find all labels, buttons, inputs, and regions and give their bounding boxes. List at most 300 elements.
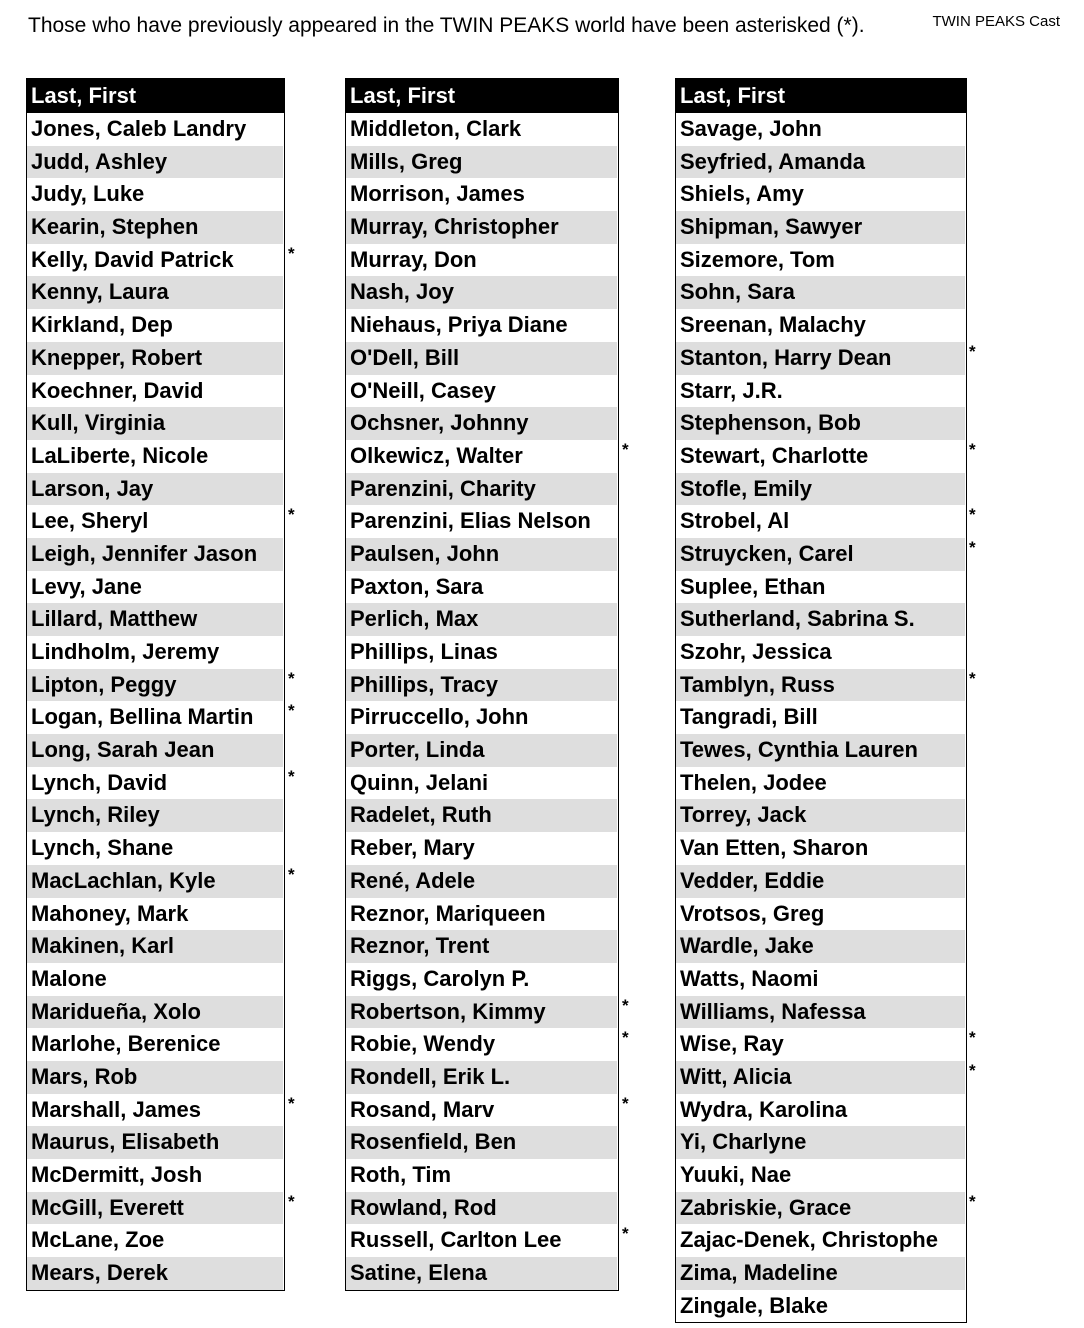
cast-name: Tamblyn, Russ (676, 669, 965, 702)
asterisk-mark (288, 472, 295, 505)
cast-name: Mahoney, Mark (27, 898, 283, 931)
cast-row (346, 211, 618, 244)
cast-name: Kelly, David Patrick (27, 244, 283, 277)
asterisk-mark: * (969, 1060, 976, 1080)
cast-row (346, 571, 618, 604)
cast-name: Reznor, Mariqueen (346, 898, 617, 931)
cast-name: Quinn, Jelani (346, 767, 617, 800)
cast-row (27, 473, 284, 506)
asterisk-mark (969, 177, 976, 210)
cast-row (27, 799, 284, 832)
asterisk-mark (288, 1223, 295, 1256)
asterisk-mark (969, 308, 976, 341)
cast-column-2 (345, 78, 619, 1291)
asterisk-mark (288, 308, 295, 341)
cast-name: Reber, Mary (346, 832, 617, 865)
cast-name: Kenny, Laura (27, 276, 283, 309)
cast-row (676, 178, 966, 211)
cast-row (27, 930, 284, 963)
cast-name: Tewes, Cynthia Lauren (676, 734, 965, 767)
asterisk-mark (622, 602, 629, 635)
cast-row (27, 603, 284, 636)
asterisk-mark (288, 1125, 295, 1158)
cast-row (27, 1126, 284, 1159)
cast-name: Phillips, Linas (346, 636, 617, 669)
cast-row (676, 407, 966, 440)
asterisk-mark (288, 112, 295, 145)
cast-name: Murray, Christopher (346, 211, 617, 244)
cast-name: Levy, Jane (27, 571, 283, 604)
cast-name: Murray, Don (346, 244, 617, 277)
cast-row (27, 211, 284, 244)
cast-row (346, 1028, 618, 1061)
cast-row (676, 799, 966, 832)
cast-row (27, 571, 284, 604)
cast-row (346, 276, 618, 309)
asterisk-mark (288, 831, 295, 864)
cast-row (346, 1126, 618, 1159)
asterisk-mark (288, 635, 295, 668)
cast-name: Struycken, Carel (676, 538, 965, 571)
asterisk-mark: * (969, 668, 976, 688)
cast-column-1 (26, 78, 285, 1291)
cast-row (27, 276, 284, 309)
asterisk-mark (969, 1125, 976, 1158)
asterisk-mark (288, 177, 295, 210)
cast-row (346, 375, 618, 408)
cast-name: Suplee, Ethan (676, 571, 965, 604)
cast-row (346, 734, 618, 767)
asterisk-mark (969, 962, 976, 995)
cast-name: Rowland, Rod (346, 1192, 617, 1225)
asterisk-mark (969, 929, 976, 962)
cast-row (676, 1094, 966, 1127)
cast-row (346, 701, 618, 734)
asterisk-mark (622, 406, 629, 439)
cast-name: René, Adele (346, 865, 617, 898)
cast-name: Lipton, Peggy (27, 669, 283, 702)
cast-name: Yuuki, Nae (676, 1159, 965, 1192)
asterisk-mark (622, 1158, 629, 1191)
cast-row (346, 146, 618, 179)
cast-row (346, 1061, 618, 1094)
cast-name: Lillard, Matthew (27, 603, 283, 636)
cast-row (27, 865, 284, 898)
asterisk-mark (622, 798, 629, 831)
asterisk-mark: * (969, 439, 976, 459)
asterisk-column-1 (288, 112, 295, 1289)
cast-row (346, 832, 618, 865)
cast-row (346, 767, 618, 800)
cast-name: Sohn, Sara (676, 276, 965, 309)
cast-name: O'Dell, Bill (346, 342, 617, 375)
cast-row (27, 407, 284, 440)
cast-name: Logan, Bellina Martin (27, 701, 283, 734)
cast-row (676, 146, 966, 179)
asterisk-mark: * (288, 1191, 295, 1211)
asterisk-mark (969, 243, 976, 276)
cast-row (27, 832, 284, 865)
cast-row (676, 538, 966, 571)
cast-row (346, 930, 618, 963)
cast-row (346, 505, 618, 538)
cast-row (676, 309, 966, 342)
cast-row (346, 799, 618, 832)
asterisk-mark (622, 177, 629, 210)
cast-name: Szohr, Jessica (676, 636, 965, 669)
cast-name: Zajac-Denek, Christophe (676, 1224, 965, 1257)
cast-name: Seyfried, Amanda (676, 146, 965, 179)
asterisk-mark (969, 733, 976, 766)
column-header: Last, First (676, 79, 966, 113)
asterisk-mark (288, 602, 295, 635)
asterisk-mark (969, 831, 976, 864)
asterisk-mark (288, 210, 295, 243)
asterisk-mark (288, 1158, 295, 1191)
cast-row (676, 1061, 966, 1094)
asterisk-mark (622, 1256, 629, 1289)
asterisk-mark (622, 472, 629, 505)
asterisk-mark (288, 570, 295, 603)
asterisk-mark (622, 766, 629, 799)
cast-name: Paxton, Sara (346, 571, 617, 604)
cast-row (27, 440, 284, 473)
asterisk-column-3 (969, 112, 976, 1321)
cast-name: Porter, Linda (346, 734, 617, 767)
cast-row (346, 309, 618, 342)
cast-row (676, 963, 966, 996)
cast-name: Malone (27, 963, 283, 996)
cast-name: Watts, Naomi (676, 963, 965, 996)
asterisk-mark: * (969, 505, 976, 525)
cast-name: Thelen, Jodee (676, 767, 965, 800)
asterisk-mark (969, 406, 976, 439)
cast-name: Satine, Elena (346, 1257, 617, 1290)
asterisk-mark (622, 1060, 629, 1093)
cast-row (676, 996, 966, 1029)
cast-row (346, 178, 618, 211)
asterisk-mark: * (288, 505, 295, 525)
asterisk-mark (622, 897, 629, 930)
asterisk-mark: * (969, 537, 976, 557)
cast-row (346, 407, 618, 440)
cast-row (27, 178, 284, 211)
cast-row (27, 636, 284, 669)
cast-name: Torrey, Jack (676, 799, 965, 832)
asterisk-mark (969, 112, 976, 145)
cast-row (676, 669, 966, 702)
cast-row (346, 538, 618, 571)
cast-row (27, 1257, 284, 1290)
cast-row (676, 1028, 966, 1061)
asterisk-mark (969, 602, 976, 635)
cast-row (27, 1159, 284, 1192)
cast-name: Sizemore, Tom (676, 244, 965, 277)
cast-row (27, 244, 284, 277)
cast-row (346, 963, 618, 996)
asterisk-mark (288, 798, 295, 831)
asterisk-mark (622, 210, 629, 243)
asterisk-mark (288, 439, 295, 472)
asterisk-mark (288, 995, 295, 1028)
asterisk-mark: * (288, 1093, 295, 1113)
cast-name: Maurus, Elisabeth (27, 1126, 283, 1159)
asterisk-mark (969, 374, 976, 407)
cast-name: Stewart, Charlotte (676, 440, 965, 473)
asterisk-mark (969, 1289, 976, 1322)
asterisk-mark (622, 733, 629, 766)
asterisk-mark (288, 897, 295, 930)
cast-name: Lynch, David (27, 767, 283, 800)
cast-name: Zima, Madeline (676, 1257, 965, 1290)
cast-name: Paulsen, John (346, 538, 617, 571)
cast-name: Ochsner, Johnny (346, 407, 617, 440)
cast-name: Tangradi, Bill (676, 701, 965, 734)
cast-row (676, 865, 966, 898)
cast-row (27, 734, 284, 767)
asterisk-mark: * (288, 701, 295, 721)
asterisk-mark (969, 472, 976, 505)
cast-name: Knepper, Robert (27, 342, 283, 375)
cast-name: Zingale, Blake (676, 1290, 965, 1323)
asterisk-mark (288, 341, 295, 374)
cast-name: Marshall, James (27, 1094, 283, 1127)
asterisk-mark (622, 929, 629, 962)
cast-name: Phillips, Tracy (346, 669, 617, 702)
cast-row (676, 1192, 966, 1225)
cast-name: Savage, John (676, 113, 965, 146)
cast-name: Radelet, Ruth (346, 799, 617, 832)
cast-row (346, 1094, 618, 1127)
cast-name: Maridueña, Xolo (27, 996, 283, 1029)
asterisk-mark: * (622, 1093, 629, 1113)
cast-row (346, 1257, 618, 1290)
cast-name: Wardle, Jake (676, 930, 965, 963)
cast-name: Strobel, Al (676, 505, 965, 538)
asterisk-mark (622, 308, 629, 341)
asterisk-mark: * (288, 766, 295, 786)
asterisk-mark: * (969, 1191, 976, 1211)
cast-row (676, 930, 966, 963)
asterisk-mark: * (288, 668, 295, 688)
cast-name: Shipman, Sawyer (676, 211, 965, 244)
cast-row (27, 1224, 284, 1257)
asterisk-mark (622, 504, 629, 537)
cast-name: Niehaus, Priya Diane (346, 309, 617, 342)
asterisk-mark (288, 929, 295, 962)
cast-name: Robertson, Kimmy (346, 996, 617, 1029)
cast-name: Rosand, Marv (346, 1094, 617, 1127)
cast-name: Robie, Wendy (346, 1028, 617, 1061)
cast-name: Kearin, Stephen (27, 211, 283, 244)
cast-name: Williams, Nafessa (676, 996, 965, 1029)
intro-text: Those who have previously appeared in the TWIN PEAKS world have been asterisked (*). (28, 14, 865, 37)
cast-name: Larson, Jay (27, 473, 283, 506)
asterisk-mark (969, 145, 976, 178)
cast-row (676, 571, 966, 604)
cast-row (676, 276, 966, 309)
asterisk-mark (969, 798, 976, 831)
asterisk-mark (969, 635, 976, 668)
cast-name: LaLiberte, Nicole (27, 440, 283, 473)
cast-name: Riggs, Carolyn P. (346, 963, 617, 996)
cast-row (27, 309, 284, 342)
asterisk-mark (288, 1060, 295, 1093)
asterisk-mark (622, 537, 629, 570)
asterisk-mark (969, 864, 976, 897)
cast-row (346, 244, 618, 277)
cast-row (27, 1061, 284, 1094)
cast-name: Lynch, Shane (27, 832, 283, 865)
asterisk-mark (288, 733, 295, 766)
cast-name: O'Neill, Casey (346, 375, 617, 408)
asterisk-mark: * (622, 1028, 629, 1048)
asterisk-mark (969, 766, 976, 799)
asterisk-column-2 (622, 112, 629, 1289)
cast-name: Jones, Caleb Landry (27, 113, 283, 146)
cast-name: Mills, Greg (346, 146, 617, 179)
cast-row (27, 505, 284, 538)
asterisk-mark (622, 341, 629, 374)
cast-name: Marlohe, Berenice (27, 1028, 283, 1061)
cast-column-3 (675, 78, 967, 1323)
cast-row (676, 211, 966, 244)
cast-row (346, 636, 618, 669)
cast-row (27, 342, 284, 375)
cast-row (676, 898, 966, 931)
cast-name: Vrotsos, Greg (676, 898, 965, 931)
asterisk-mark (288, 374, 295, 407)
cast-row (676, 1159, 966, 1192)
document-title: TWIN PEAKS Cast (932, 13, 1060, 30)
cast-name: Rosenfield, Ben (346, 1126, 617, 1159)
asterisk-mark (969, 700, 976, 733)
cast-name: Sutherland, Sabrina S. (676, 603, 965, 636)
cast-name: Van Etten, Sharon (676, 832, 965, 865)
asterisk-mark (622, 275, 629, 308)
cast-row (676, 603, 966, 636)
cast-name: Judy, Luke (27, 178, 283, 211)
cast-row (676, 473, 966, 506)
asterisk-mark (969, 210, 976, 243)
cast-row (676, 244, 966, 277)
asterisk-mark (288, 537, 295, 570)
cast-row (27, 963, 284, 996)
cast-name: Zabriskie, Grace (676, 1192, 965, 1225)
asterisk-mark (288, 145, 295, 178)
cast-name: Mears, Derek (27, 1257, 283, 1290)
asterisk-mark (969, 1158, 976, 1191)
cast-row (676, 734, 966, 767)
cast-name: Shiels, Amy (676, 178, 965, 211)
cast-name: Rondell, Erik L. (346, 1061, 617, 1094)
cast-name: Lynch, Riley (27, 799, 283, 832)
cast-name: Middleton, Clark (346, 113, 617, 146)
asterisk-mark (622, 864, 629, 897)
asterisk-mark (622, 374, 629, 407)
cast-row (346, 440, 618, 473)
cast-row (346, 473, 618, 506)
cast-row (676, 701, 966, 734)
cast-name: Stofle, Emily (676, 473, 965, 506)
cast-name: McDermitt, Josh (27, 1159, 283, 1192)
cast-name: Witt, Alicia (676, 1061, 965, 1094)
cast-row (676, 1126, 966, 1159)
cast-name: Starr, J.R. (676, 375, 965, 408)
column-header: Last, First (27, 79, 284, 113)
cast-row (346, 996, 618, 1029)
cast-name: Long, Sarah Jean (27, 734, 283, 767)
cast-row (676, 1224, 966, 1257)
asterisk-mark (622, 635, 629, 668)
asterisk-mark: * (622, 995, 629, 1015)
cast-row (676, 1257, 966, 1290)
cast-name: Perlich, Max (346, 603, 617, 636)
asterisk-mark (622, 831, 629, 864)
cast-row (346, 1192, 618, 1225)
asterisk-mark (288, 406, 295, 439)
asterisk-mark (622, 145, 629, 178)
cast-row (27, 898, 284, 931)
asterisk-mark: * (288, 864, 295, 884)
asterisk-mark: * (288, 243, 295, 263)
cast-name: Pirruccello, John (346, 701, 617, 734)
cast-name: Koechner, David (27, 375, 283, 408)
asterisk-mark: * (969, 1028, 976, 1048)
cast-name: Wise, Ray (676, 1028, 965, 1061)
cast-name: Stanton, Harry Dean (676, 342, 965, 375)
asterisk-mark: * (622, 1224, 629, 1244)
cast-row (27, 669, 284, 702)
asterisk-mark (969, 897, 976, 930)
asterisk-mark (622, 668, 629, 701)
cast-name: Nash, Joy (346, 276, 617, 309)
cast-row (676, 113, 966, 146)
cast-row (27, 375, 284, 408)
cast-row (27, 1028, 284, 1061)
cast-name: Morrison, James (346, 178, 617, 211)
asterisk-mark (622, 243, 629, 276)
asterisk-mark: * (969, 341, 976, 361)
cast-row (676, 767, 966, 800)
cast-name: Stephenson, Bob (676, 407, 965, 440)
cast-row (27, 1192, 284, 1225)
cast-row (676, 832, 966, 865)
cast-name: Lindholm, Jeremy (27, 636, 283, 669)
column-header: Last, First (346, 79, 618, 113)
cast-row (27, 996, 284, 1029)
cast-row (676, 342, 966, 375)
cast-name: Leigh, Jennifer Jason (27, 538, 283, 571)
asterisk-mark (969, 995, 976, 1028)
cast-name: Yi, Charlyne (676, 1126, 965, 1159)
asterisk-mark (288, 1256, 295, 1289)
cast-name: Mars, Rob (27, 1061, 283, 1094)
cast-name: McLane, Zoe (27, 1224, 283, 1257)
cast-row (346, 113, 618, 146)
cast-name: Lee, Sheryl (27, 505, 283, 538)
cast-name: Vedder, Eddie (676, 865, 965, 898)
asterisk-mark (969, 275, 976, 308)
asterisk-mark (622, 1191, 629, 1224)
cast-name: Kirkland, Dep (27, 309, 283, 342)
cast-row (27, 538, 284, 571)
cast-row (27, 1094, 284, 1127)
cast-name: Parenzini, Elias Nelson (346, 505, 617, 538)
cast-row (676, 505, 966, 538)
cast-row (346, 865, 618, 898)
cast-row (27, 146, 284, 179)
